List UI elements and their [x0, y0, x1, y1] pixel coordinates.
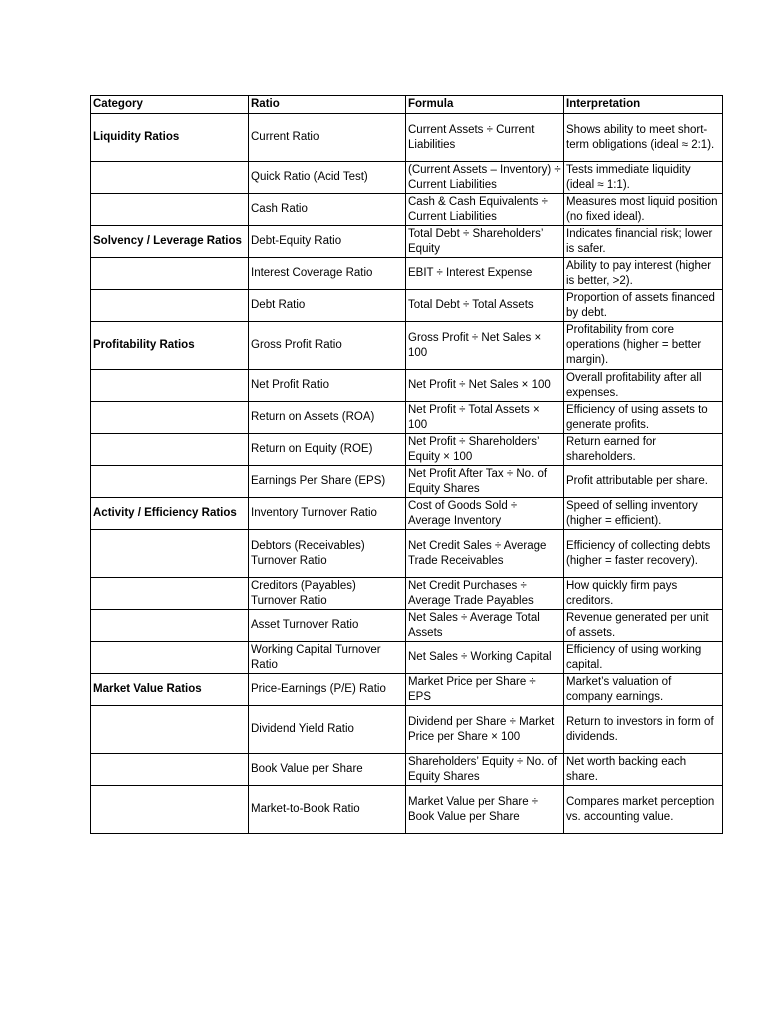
- interpretation-cell: Efficiency of collecting debts (higher = faster recovery).: [564, 530, 723, 578]
- ratio-cell: Return on Equity (ROE): [249, 434, 406, 466]
- category-cell: [91, 642, 249, 674]
- interpretation-cell: Proportion of assets financed by debt.: [564, 290, 723, 322]
- category-cell: [91, 610, 249, 642]
- formula-cell: Net Profit After Tax ÷ No. of Equity Shares: [406, 466, 564, 498]
- ratio-cell: Earnings Per Share (EPS): [249, 466, 406, 498]
- category-cell: [91, 578, 249, 610]
- category-cell: [91, 402, 249, 434]
- interpretation-cell: Efficiency of using working capital.: [564, 642, 723, 674]
- formula-cell: Net Profit ÷ Net Sales × 100: [406, 370, 564, 402]
- ratio-cell: Current Ratio: [249, 114, 406, 162]
- table-row: [91, 226, 723, 258]
- ratio-cell: Net Profit Ratio: [249, 370, 406, 402]
- interpretation-cell: Overall profitability after all expenses.: [564, 370, 723, 402]
- formula-cell: Net Profit ÷ Shareholders’ Equity × 100: [406, 434, 564, 466]
- formula-cell: Market Price per Share ÷ EPS: [406, 674, 564, 706]
- table-header: [91, 96, 723, 114]
- category-cell: [91, 706, 249, 754]
- category-cell: [91, 290, 249, 322]
- ratio-cell: Inventory Turnover Ratio: [249, 498, 406, 530]
- ratio-cell: Dividend Yield Ratio: [249, 706, 406, 754]
- header-category: Category: [91, 96, 249, 114]
- interpretation-cell: Market’s valuation of company earnings.: [564, 674, 723, 706]
- table-row: [91, 402, 723, 434]
- formula-cell: Cash & Cash Equivalents ÷ Current Liabilities: [406, 194, 564, 226]
- formula-cell: Gross Profit ÷ Net Sales × 100: [406, 322, 564, 370]
- ratio-cell: Debt-Equity Ratio: [249, 226, 406, 258]
- table-row: [91, 754, 723, 786]
- ratio-cell: Return on Assets (ROA): [249, 402, 406, 434]
- header-interpretation: Interpretation: [564, 96, 723, 114]
- formula-cell: Net Sales ÷ Average Total Assets: [406, 610, 564, 642]
- formula-cell: Dividend per Share ÷ Market Price per Share × 100: [406, 706, 564, 754]
- table-row: [91, 786, 723, 834]
- formula-cell: Total Debt ÷ Total Assets: [406, 290, 564, 322]
- ratio-cell: Gross Profit Ratio: [249, 322, 406, 370]
- ratio-cell: Debt Ratio: [249, 290, 406, 322]
- interpretation-cell: How quickly firm pays creditors.: [564, 578, 723, 610]
- formula-cell: Net Sales ÷ Working Capital: [406, 642, 564, 674]
- category-cell: Liquidity Ratios: [91, 114, 249, 162]
- ratio-table: [90, 95, 723, 834]
- interpretation-cell: Compares market perception vs. accounting value.: [564, 786, 723, 834]
- interpretation-cell: Profitability from core operations (higher = better margin).: [564, 322, 723, 370]
- table-row: [91, 610, 723, 642]
- header-row: [91, 96, 723, 114]
- table-row: [91, 530, 723, 578]
- interpretation-cell: Speed of selling inventory (higher = efficient).: [564, 498, 723, 530]
- formula-cell: Net Credit Purchases ÷ Average Trade Payables: [406, 578, 564, 610]
- formula-cell: Shareholders’ Equity ÷ No. of Equity Shares: [406, 754, 564, 786]
- table-row: [91, 434, 723, 466]
- formula-cell: (Current Assets – Inventory) ÷ Current Liabilities: [406, 162, 564, 194]
- category-cell: [91, 466, 249, 498]
- table-row: [91, 466, 723, 498]
- interpretation-cell: Revenue generated per unit of assets.: [564, 610, 723, 642]
- formula-cell: Cost of Goods Sold ÷ Average Inventory: [406, 498, 564, 530]
- ratio-cell: Working Capital Turnover Ratio: [249, 642, 406, 674]
- header-formula: Formula: [406, 96, 564, 114]
- interpretation-cell: Net worth backing each share.: [564, 754, 723, 786]
- formula-cell: Current Assets ÷ Current Liabilities: [406, 114, 564, 162]
- table-row: [91, 498, 723, 530]
- ratio-cell: Interest Coverage Ratio: [249, 258, 406, 290]
- table-row: [91, 114, 723, 162]
- header-ratio: Ratio: [249, 96, 406, 114]
- category-cell: [91, 162, 249, 194]
- table-row: [91, 290, 723, 322]
- category-cell: Market Value Ratios: [91, 674, 249, 706]
- interpretation-cell: Return to investors in form of dividends.: [564, 706, 723, 754]
- table-body: [91, 114, 723, 834]
- formula-cell: Market Value per Share ÷ Book Value per Share: [406, 786, 564, 834]
- interpretation-cell: Shows ability to meet short-term obligations (ideal ≈ 2:1).: [564, 114, 723, 162]
- category-cell: [91, 258, 249, 290]
- table-row: [91, 706, 723, 754]
- table-row: [91, 322, 723, 370]
- ratio-cell: Asset Turnover Ratio: [249, 610, 406, 642]
- interpretation-cell: Efficiency of using assets to generate profits.: [564, 402, 723, 434]
- category-cell: [91, 194, 249, 226]
- interpretation-cell: Return earned for shareholders.: [564, 434, 723, 466]
- interpretation-cell: Indicates financial risk; lower is safer.: [564, 226, 723, 258]
- ratio-cell: Quick Ratio (Acid Test): [249, 162, 406, 194]
- formula-cell: EBIT ÷ Interest Expense: [406, 258, 564, 290]
- category-cell: Profitability Ratios: [91, 322, 249, 370]
- category-cell: Activity / Efficiency Ratios: [91, 498, 249, 530]
- interpretation-cell: Tests immediate liquidity (ideal ≈ 1:1).: [564, 162, 723, 194]
- table-row: [91, 674, 723, 706]
- formula-cell: Net Profit ÷ Total Assets × 100: [406, 402, 564, 434]
- interpretation-cell: Profit attributable per share.: [564, 466, 723, 498]
- category-cell: [91, 434, 249, 466]
- ratio-cell: Price-Earnings (P/E) Ratio: [249, 674, 406, 706]
- table-row: [91, 162, 723, 194]
- interpretation-cell: Ability to pay interest (higher is better, >2).: [564, 258, 723, 290]
- ratio-cell: Cash Ratio: [249, 194, 406, 226]
- ratio-cell: Creditors (Payables) Turnover Ratio: [249, 578, 406, 610]
- table-row: [91, 370, 723, 402]
- table-row: [91, 642, 723, 674]
- category-cell: Solvency / Leverage Ratios: [91, 226, 249, 258]
- ratio-cell: Book Value per Share: [249, 754, 406, 786]
- formula-cell: Net Credit Sales ÷ Average Trade Receivables: [406, 530, 564, 578]
- table-row: [91, 578, 723, 610]
- ratio-cell: Market-to-Book Ratio: [249, 786, 406, 834]
- category-cell: [91, 530, 249, 578]
- category-cell: [91, 754, 249, 786]
- interpretation-cell: Measures most liquid position (no fixed ideal).: [564, 194, 723, 226]
- table-row: [91, 194, 723, 226]
- formula-cell: Total Debt ÷ Shareholders’ Equity: [406, 226, 564, 258]
- category-cell: [91, 370, 249, 402]
- table-row: [91, 258, 723, 290]
- category-cell: [91, 786, 249, 834]
- ratio-cell: Debtors (Receivables) Turnover Ratio: [249, 530, 406, 578]
